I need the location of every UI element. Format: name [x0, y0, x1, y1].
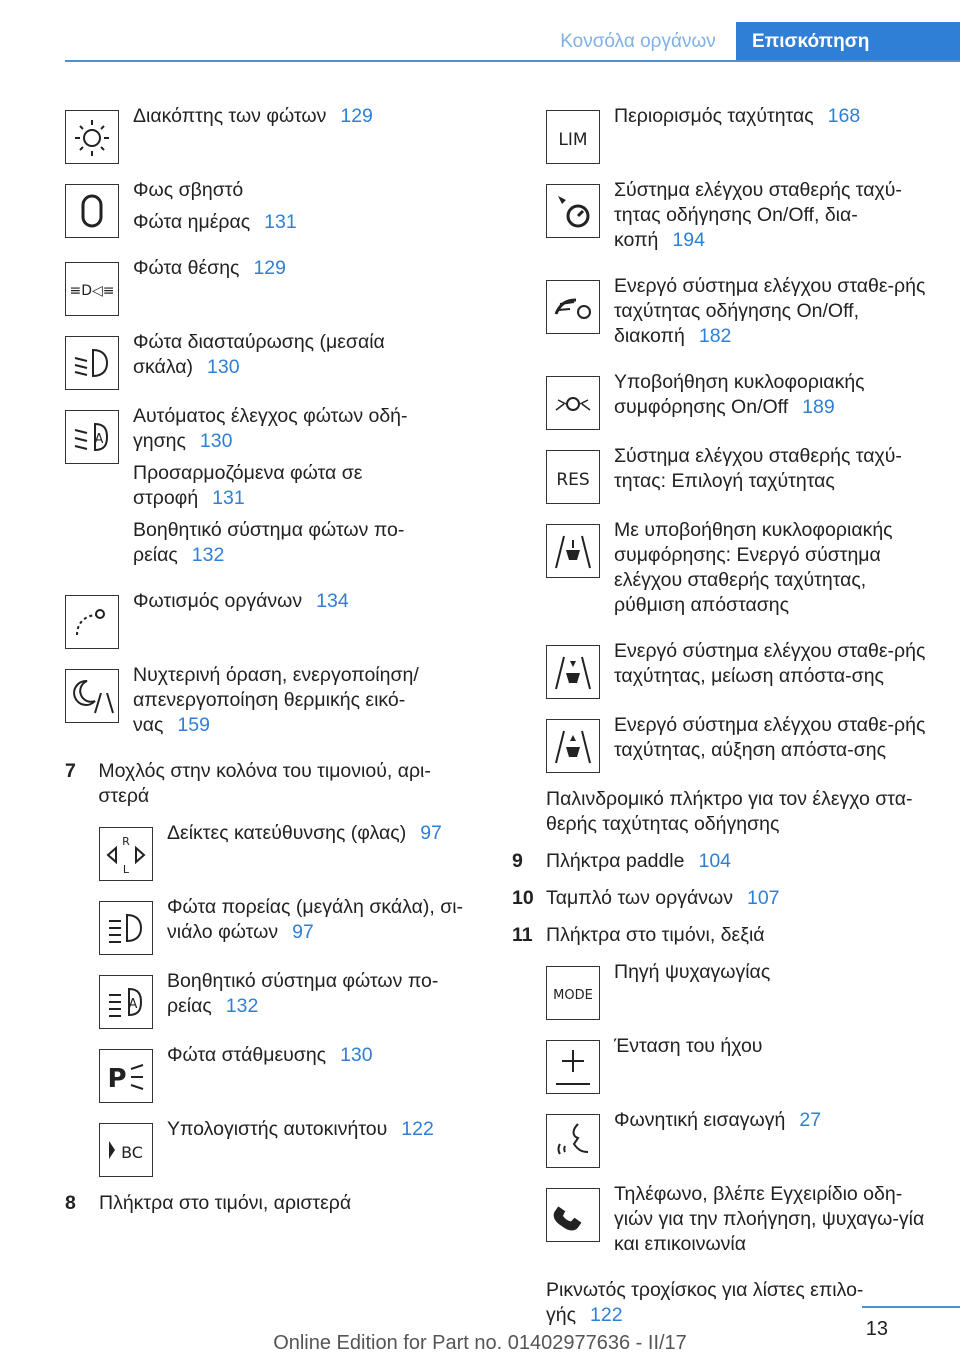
item-number: 8: [65, 1192, 76, 1214]
mode-icon: [546, 966, 600, 1020]
entry-label: Πηγή ψυχαγωγίας: [614, 961, 771, 983]
distance-increase-icon: [546, 719, 600, 773]
entry-text: [167, 895, 475, 952]
entry-text: [167, 969, 475, 1026]
entry-text: [133, 589, 475, 621]
entry-line: [167, 1117, 475, 1142]
icon-entry: [546, 178, 932, 260]
icon-entry: [546, 1108, 932, 1168]
page-ref[interactable]: 97: [420, 822, 442, 844]
speed-limiter-icon: [546, 110, 600, 164]
svg-text:A: A: [128, 997, 138, 1012]
page-ref[interactable]: 131: [264, 211, 297, 233]
entry-line: [614, 178, 932, 253]
page-ref[interactable]: 182: [698, 325, 732, 347]
icon-entry: [546, 274, 932, 356]
entry-line: [133, 178, 475, 203]
cruise-control-icon: [546, 184, 600, 238]
entry-text: [167, 821, 475, 853]
entry-text: [167, 1117, 475, 1149]
entry-line: [133, 663, 475, 738]
entry-label: Βοηθητικό σύστημα φώτων πο-ρείας: [133, 519, 405, 566]
entry-label: Φωνητική εισαγωγή: [614, 1109, 786, 1131]
resume-icon: [546, 450, 600, 504]
svg-text:P: P: [107, 1064, 127, 1094]
entry-line: [167, 895, 475, 945]
high-beam-icon: [99, 901, 153, 955]
entry-label: Φώτα θέσης: [133, 257, 240, 279]
item-text: Πλήκτρα στο τιμόνι, αριστερά: [99, 1192, 352, 1214]
auto-headlight-icon: [65, 410, 119, 464]
entry-line: [614, 1182, 932, 1257]
entry-label: Υποβοήθηση κυκλοφοριακής συμφόρησης On/Off: [614, 371, 865, 418]
distance-set-icon: [546, 524, 600, 578]
entry-line: [614, 104, 932, 129]
icon-entry: [546, 444, 932, 504]
entry-text: [614, 713, 932, 770]
entry-text: [133, 256, 475, 288]
rocker-text: Παλινδρομικό πλήκτρο για τον έλεγχο στα-θερής ταχύτητας οδήγησης: [546, 788, 913, 835]
entry-label: Τηλέφωνο, βλέπε Εγχειρίδιο οδη-γιών για την πλοήγηση, ψυχαγω-γία και επικοινωνία: [614, 1183, 925, 1255]
voice-input-icon: [546, 1114, 600, 1168]
entry-label: Αυτόματος έλεγχος φώτων οδή-γησης: [133, 405, 408, 452]
item-text: [546, 923, 765, 948]
icon-entry: [65, 256, 475, 316]
svg-text:R: R: [122, 835, 130, 848]
page-ref[interactable]: 194: [672, 229, 705, 251]
page-ref[interactable]: 134: [316, 590, 349, 612]
entry-line: [133, 256, 475, 281]
section-title: Κονσόλα οργάνων: [560, 31, 716, 52]
entry-label: Διακόπτης των φώτων: [133, 105, 327, 127]
page-ref[interactable]: 130: [340, 1044, 373, 1066]
traffic-jam-assist-icon: [546, 376, 600, 430]
right-column: [512, 104, 932, 1340]
svg-text:BC: BC: [121, 1143, 143, 1162]
header-rule: [65, 60, 960, 62]
entry-line: [614, 1034, 932, 1059]
entry-text: [614, 639, 932, 696]
page-ref[interactable]: 159: [177, 714, 210, 736]
entry-line: [167, 969, 475, 1019]
entry-text: [133, 404, 475, 575]
page-ref[interactable]: 130: [207, 356, 240, 378]
page-ref[interactable]: 122: [401, 1118, 434, 1140]
tab-overview[interactable]: Επισκόπηση: [736, 22, 960, 62]
icon-entry: [546, 1034, 932, 1094]
entry-label: Φώτα στάθμευσης: [167, 1044, 327, 1066]
footer: Online Edition for Part no. 01402977636 - II/17: [273, 1332, 687, 1354]
list-item-9: [512, 849, 932, 874]
entry-label: Προσαρμοζόμενα φώτα σε στροφή: [133, 462, 363, 509]
entry-line: [167, 1043, 475, 1068]
icon-entry: [65, 178, 475, 242]
entry-text: [614, 1108, 932, 1140]
entry-label: Φωτισμός οργάνων: [133, 590, 303, 612]
entry-label: Σύστημα ελέγχου σταθερής ταχύ-τητας: Επιλογή ταχύτητας: [614, 445, 902, 492]
entry-label: Φώτα πορείας (μεγάλη σκάλα), σι-νιάλο φώτων: [167, 896, 464, 943]
icon-entry: [65, 663, 475, 745]
svg-text:A: A: [94, 432, 104, 447]
entry-label: Φώτα ημέρας: [133, 211, 251, 233]
entry-line: [614, 518, 932, 618]
entry-line: [133, 330, 475, 380]
entry-line: [614, 639, 932, 689]
entry-text: [614, 370, 932, 427]
icon-entry: [546, 713, 932, 773]
turn-signal-icon: [99, 827, 153, 881]
page-ref[interactable]: 97: [292, 921, 314, 943]
entry-label: Με υποβοήθηση κυκλοφοριακής συμφόρησης: Ενεργό σύστημα ελέγχου σταθερής ταχύτητας, ρύθμιση απόστασης: [614, 519, 893, 616]
entry-label: Ενεργό σύστημα ελέγχου σταθε-ρής ταχύτητας, αύξηση απόστα-σης: [614, 714, 926, 761]
page-ref[interactable]: 104: [698, 850, 732, 872]
entry-label: Νυχτερινή όραση, ενεργοποίηση/ απενεργοποίηση θερμικής εικό-νας: [133, 664, 419, 736]
icon-entry: [99, 1117, 475, 1177]
item-text: Μοχλός στην κολόνα του τιμονιού, αρι-στερά: [98, 760, 431, 807]
entry-text: [133, 178, 475, 242]
distance-decrease-icon: [546, 645, 600, 699]
svg-text:≡D◁≡: ≡D◁≡: [69, 283, 115, 299]
entry-line: [133, 210, 475, 235]
page-ref[interactable]: 130: [199, 430, 233, 452]
high-beam-assist-icon: [99, 975, 153, 1029]
icon-entry: [65, 589, 475, 649]
icon-entry: [546, 518, 932, 625]
entry-text: [614, 960, 932, 992]
page-ref[interactable]: 129: [253, 257, 286, 279]
parking-light-icon: [99, 1049, 153, 1103]
entry-text: [614, 444, 932, 501]
page-ref[interactable]: 27: [799, 1109, 822, 1131]
parking-lights-icon: [65, 262, 119, 316]
page-number: 13: [865, 1318, 888, 1340]
entry-label: Φώτα διασταύρωσης (μεσαία σκάλα): [133, 331, 385, 378]
light-switch-icon: [65, 110, 119, 164]
page-rule: [862, 1306, 960, 1308]
item-label: Πλήκτρα paddle: [546, 850, 685, 872]
entry-text: [133, 330, 475, 387]
entry-label: Φως σβηστό: [133, 179, 244, 201]
page-ref[interactable]: 168: [827, 105, 861, 127]
list-item-8: [65, 1191, 475, 1216]
icon-entry: [99, 969, 475, 1029]
volume-icon: [546, 1040, 600, 1094]
icon-entry: [546, 639, 932, 699]
page-ref[interactable]: 189: [802, 396, 835, 418]
entry-text: [133, 104, 475, 136]
svg-text:L: L: [122, 863, 130, 876]
entry-label: Ενεργό σύστημα ελέγχου σταθε-ρής ταχύτητας, μείωση απόστα-σης: [614, 640, 926, 687]
entry-line: [133, 461, 475, 511]
entry-label: Περιορισμός ταχύτητας: [614, 105, 814, 127]
lights-off-icon: [65, 184, 119, 238]
entry-line: [614, 960, 932, 985]
entry-line: [133, 589, 475, 614]
phone-icon: [546, 1188, 600, 1242]
page-ref[interactable]: 122: [590, 1304, 623, 1326]
icon-entry: [546, 104, 932, 164]
list-item-11: [512, 923, 932, 948]
icon-entry: [65, 404, 475, 575]
item-number: 9: [512, 850, 523, 872]
list-item-7: [65, 759, 475, 809]
onboard-computer-icon: [99, 1123, 153, 1177]
page-ref[interactable]: 107: [746, 887, 780, 909]
entry-text: [614, 1034, 932, 1066]
icon-entry: [99, 821, 475, 881]
entry-label: Σύστημα ελέγχου σταθερής ταχύ-τητας οδήγησης On/Off, δια-κοπή: [614, 179, 902, 251]
item-number: 10: [512, 887, 534, 909]
item-number: 7: [65, 760, 76, 782]
item-label: Ταμπλό των οργάνων: [546, 887, 733, 909]
item-text: [546, 849, 731, 874]
page-ref[interactable]: 132: [225, 995, 259, 1017]
instrument-lighting-icon: [65, 595, 119, 649]
active-cruise-icon: [546, 280, 600, 334]
entry-label: Υπολογιστής αυτοκινήτου: [167, 1118, 388, 1140]
thumbwheel-label: Ρικνωτός τροχίσκος για λίστες επιλο-γής: [546, 1279, 864, 1326]
page-ref[interactable]: 132: [191, 544, 225, 566]
entry-line: [614, 274, 932, 349]
svg-text:LIM: LIM: [558, 130, 588, 150]
page-ref[interactable]: 131: [212, 487, 245, 509]
item-label: Πλήκτρα στο τιμόνι, δεξιά: [546, 924, 765, 946]
night-vision-icon: [65, 669, 119, 723]
entry-line: [133, 404, 475, 454]
entry-line: [133, 104, 475, 129]
entry-text: [614, 1182, 932, 1264]
entry-text: [133, 663, 475, 745]
svg-text:RES: RES: [556, 470, 590, 490]
entry-text: [614, 178, 932, 260]
icon-entry: [65, 330, 475, 390]
entry-label: Βοηθητικό σύστημα φώτων πο-ρείας: [167, 970, 439, 1017]
svg-text:MODE: MODE: [553, 988, 593, 1003]
list-item-10: [512, 886, 932, 911]
entry-line: [614, 370, 932, 420]
entry-line: [614, 1108, 932, 1133]
icon-entry: [99, 895, 475, 955]
entry-line: [614, 713, 932, 763]
entry-label: Ένταση του ήχου: [614, 1035, 763, 1057]
entry-text: [167, 1043, 475, 1075]
item-number: 11: [512, 924, 533, 946]
entry-text: [614, 274, 932, 356]
entry-line: [167, 821, 475, 846]
entry-line: [614, 444, 932, 494]
entry-text: [614, 518, 932, 625]
icon-entry: [65, 104, 475, 164]
entry-label: Δείκτες κατεύθυνσης (φλας): [167, 822, 407, 844]
entry-text: [614, 104, 932, 136]
icon-entry: [546, 1182, 932, 1264]
left-column: [65, 104, 475, 1228]
icon-entry: [99, 1043, 475, 1103]
icon-entry: [546, 370, 932, 430]
icon-entry: [546, 960, 932, 1020]
entry-label: Ενεργό σύστημα ελέγχου σταθε-ρής ταχύτητας οδήγησης On/Off, διακοπή: [614, 275, 926, 347]
entry-line: [133, 518, 475, 568]
item-text: [546, 886, 780, 911]
low-beam-icon: [65, 336, 119, 390]
page-ref[interactable]: 129: [340, 105, 373, 127]
